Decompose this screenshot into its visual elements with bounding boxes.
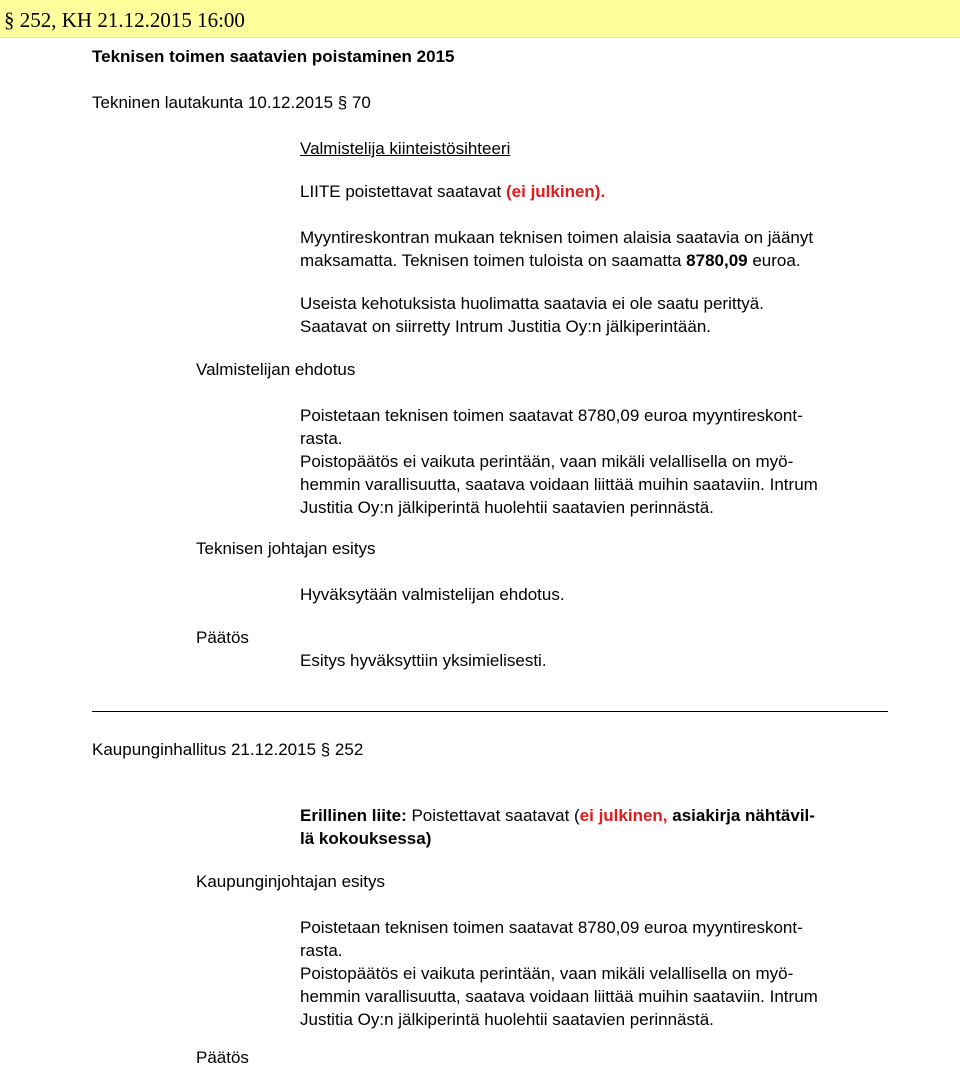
description-line-1: Myyntireskontran mukaan teknisen toimen alaisia saatavia on jäänyt xyxy=(300,228,814,247)
separate-attachment-text: Poistettavat saatavat ( xyxy=(406,806,580,825)
proposal-label: Valmistelijan ehdotus xyxy=(196,360,356,379)
mayor-proposal-line-5: Justitia Oy:n jälkiperintä huolehtii saatavien perinnästä. xyxy=(300,1010,714,1029)
preparer-line: Valmistelija kiinteistösihteeri xyxy=(300,139,511,158)
mayor-label: Kaupunginjohtajan esitys xyxy=(196,872,386,891)
collection-paragraph xyxy=(300,292,764,338)
description-text: maksamatta. Teknisen toimen tuloista on saamatta xyxy=(300,251,687,270)
mayor-proposal-line-3: Poistopäätös ei vaikuta perintään, vaan mikäli velallisella on myö- xyxy=(300,964,794,983)
attachment-line xyxy=(300,180,605,203)
separate-attachment-line-2: lä kokouksessa) xyxy=(300,829,432,848)
section-divider xyxy=(92,711,888,712)
proposal-line-4: hemmin varallisuutta, saatava voidaan liittää muihin saataviin. Intrum xyxy=(300,475,818,494)
amount-value: 8780,09 xyxy=(686,251,748,270)
attachment-status: (ei julkinen). xyxy=(506,182,606,201)
separate-attachment-label: Erillinen liite: xyxy=(300,806,407,825)
header-title: § 252, KH 21.12.2015 16:00 xyxy=(4,8,245,32)
city-board-line: Kaupunginhallitus 21.12.2015 § 252 xyxy=(92,740,364,759)
decision-label: Päätös xyxy=(196,628,249,647)
attachment-prefix: LIITE poistettavat saatavat xyxy=(300,182,507,201)
proposal-line-1: Poistetaan teknisen toimen saatavat 8780,09 euroa myyntireskont- xyxy=(300,406,803,425)
decision-text: Esitys hyväksyttiin yksimielisesti. xyxy=(300,651,547,670)
collection-line-2: Saatavat on siirretty Intrum Justitia Oy:n jälkiperintään. xyxy=(300,317,712,336)
mayor-proposal-paragraph xyxy=(300,916,818,1031)
final-decision-label: Päätös xyxy=(196,1048,249,1067)
separate-attachment-line-1 xyxy=(300,804,815,827)
proposal-line-2: rasta. xyxy=(300,429,343,448)
proposal-paragraph xyxy=(300,404,818,519)
description-line-2 xyxy=(300,249,813,272)
director-text: Hyväksytään valmistelijan ehdotus. xyxy=(300,585,565,604)
proposal-line-3: Poistopäätös ei vaikuta perintään, vaan mikäli velallisella on myö- xyxy=(300,452,794,471)
separate-attachment-status: ei julkinen, xyxy=(579,806,668,825)
separate-attachment xyxy=(300,804,815,850)
description-paragraph xyxy=(300,226,813,272)
mayor-proposal-line-2: rasta. xyxy=(300,941,343,960)
committee-line: Tekninen lautakunta 10.12.2015 § 70 xyxy=(92,93,371,112)
document-title: Teknisen toimen saatavien poistaminen 2015 xyxy=(92,47,455,66)
description-unit: euroa. xyxy=(747,251,801,270)
page-header xyxy=(0,0,960,38)
mayor-proposal-line-4: hemmin varallisuutta, saatava voidaan liittää muihin saataviin. Intrum xyxy=(300,987,818,1006)
director-label: Teknisen johtajan esitys xyxy=(196,539,376,558)
separate-attachment-tail: asiakirja nähtävil- xyxy=(667,806,815,825)
proposal-line-5: Justitia Oy:n jälkiperintä huolehtii saatavien perinnästä. xyxy=(300,498,714,517)
collection-line-1: Useista kehotuksista huolimatta saatavia ei ole saatu perittyä. xyxy=(300,294,764,313)
mayor-proposal-line-1: Poistetaan teknisen toimen saatavat 8780,09 euroa myyntireskont- xyxy=(300,918,803,937)
